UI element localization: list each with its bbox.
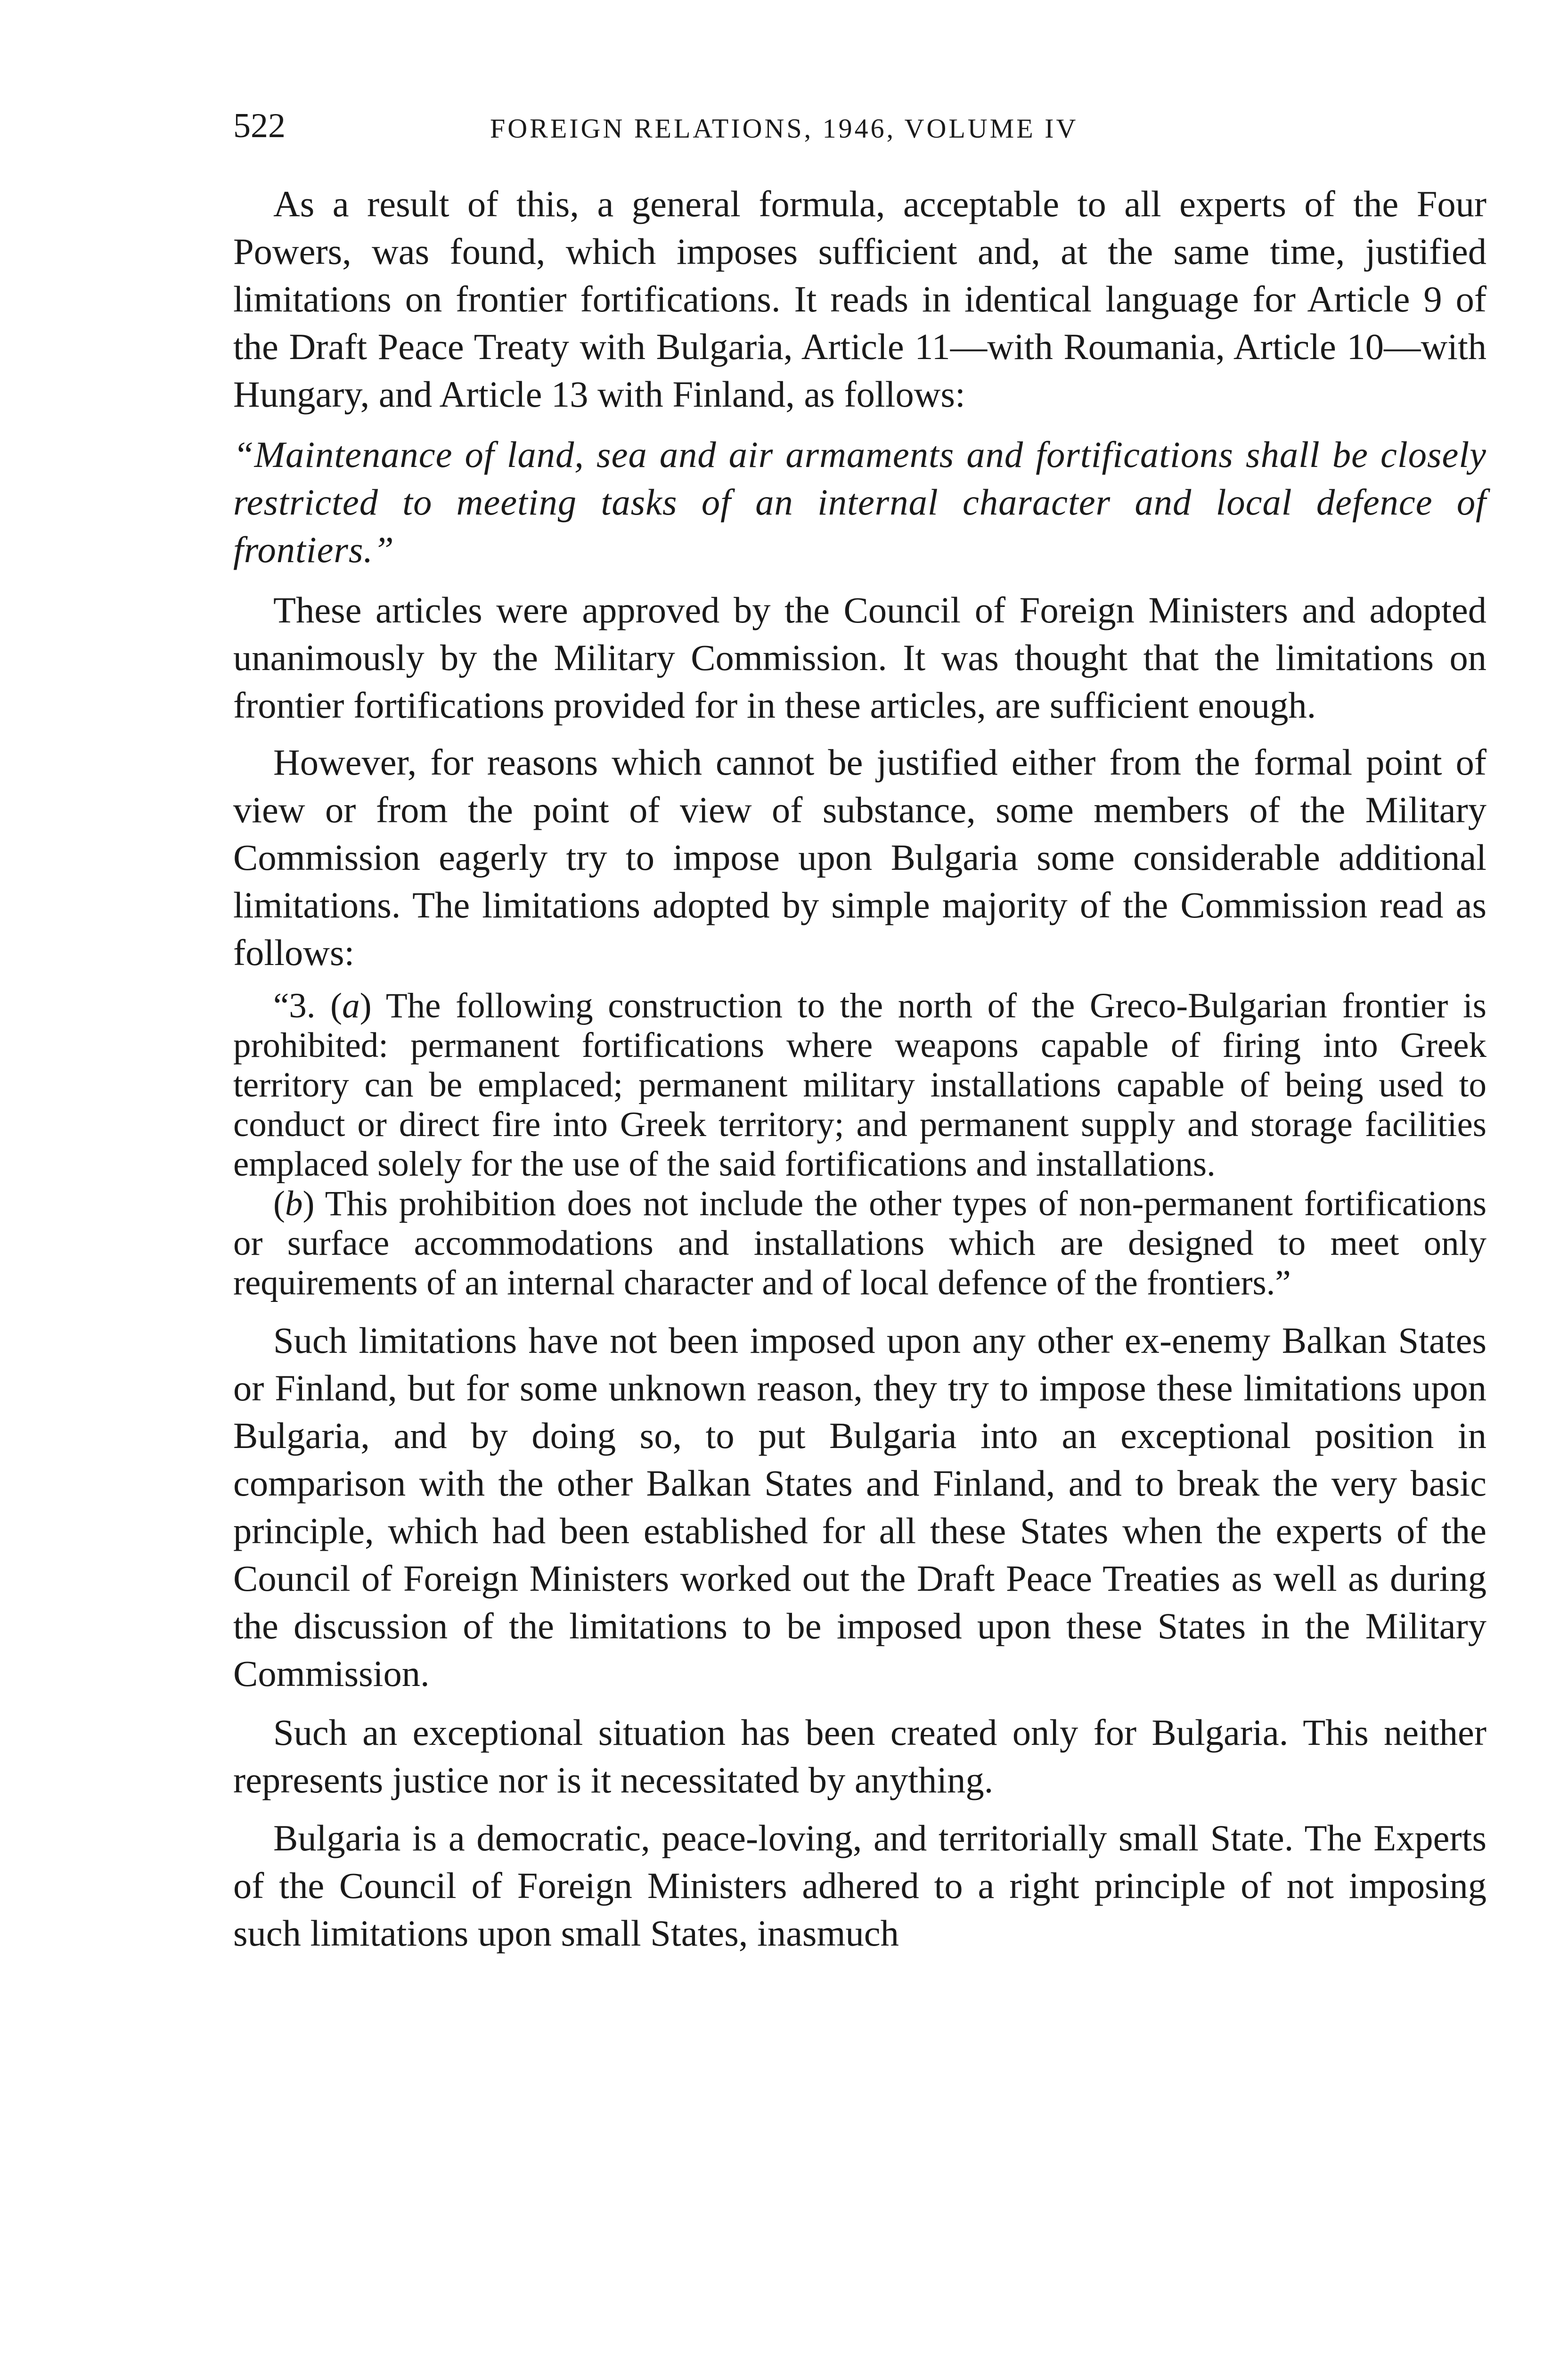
paragraph-5: Such an exceptional situation has been created only for Bulgaria. This neither represents justice nor is it necessitated by anything.: [233, 1712, 1486, 1800]
paragraph-6: Bulgaria is a democratic, peace-loving, and territorially small State. The Experts of the Council of Foreign Ministers adhered to a right principle of not imposing such limitations upon small States, inasmuch: [233, 1817, 1486, 1954]
quote-clause-a-text: ) The following construction to the north of the Greco-Bulgarian frontier is prohibited: permanent fortifications where weapons capable of firing into Greek territory can be emplaced; permanent military installations capable of being used to conduct or direct fire into Greek territory; and permanent supply and storage facilities emplaced solely for the use of the said fortifications and installations.: [233, 986, 1486, 1184]
page-number: 522: [233, 106, 286, 145]
quote-clause-a: [233, 986, 1486, 1184]
quote-clause-b-open: (: [273, 1184, 285, 1223]
paragraph-4: Such limitations have not been imposed upon any other ex-enemy Balkan States or Finland, but for some unknown reason, they try to impose these limitations upon Bulgaria, and by doing so, to put Bulgaria into an exceptional position in comparison with the other Balkan States and Finland, and to break the very basic principle, which had been established for all these States when the experts of the Council of Foreign Ministers worked out the Draft Peace Treaties as well as during the discussion of the limitations to be imposed upon these States in the Military Commission.: [233, 1320, 1486, 1694]
paragraph-3: However, for reasons which cannot be justified either from the formal point of view or from the point of view of substance, some members of the Military Commission eagerly try to impose upon Bulgaria some considerable additional limitations. The limitations adopted by simple majority of the Commission read as follows:: [233, 742, 1486, 973]
quote-clause-a-open: “3. (: [273, 986, 343, 1025]
running-title: FOREIGN RELATIONS, 1946, VOLUME IV: [490, 113, 1078, 144]
quoted-formula: “Maintenance of land, sea and air armaments and fortifications shall be closely restricted to meeting tasks of an internal character and local defence of frontiers.”: [233, 434, 1486, 570]
quote-clause-b-letter: b: [285, 1184, 303, 1223]
paragraph-1: As a result of this, a general formula, acceptable to all experts of the Four Powers, was found, which imposes sufficient and, at the same time, justified limitations on frontier fortifications. It reads in identical language for Article 9 of the Draft Peace Treaty with Bulgaria, Article 11—with Roumania, Article 10—with Hungary, and Article 13 with Finland, as follows:: [233, 183, 1486, 415]
quote-clause-b: [233, 1184, 1486, 1303]
quote-clause-b-text: ) This prohibition does not include the other types of non-permanent fortifications or surface accommodations and installations which are designed to meet only requirements of an internal character and of local defence of the frontiers.”: [233, 1184, 1486, 1302]
paragraph-2: These articles were approved by the Council of Foreign Ministers and adopted unanimously by the Military Commission. It was thought that the limitations on frontier fortifications provided for in these articles, are sufficient enough.: [233, 589, 1486, 726]
running-head: [233, 105, 1486, 147]
body-text: [233, 180, 1486, 1957]
quote-clause-a-letter: a: [342, 986, 360, 1025]
commission-limitations-quote: [233, 986, 1486, 1303]
